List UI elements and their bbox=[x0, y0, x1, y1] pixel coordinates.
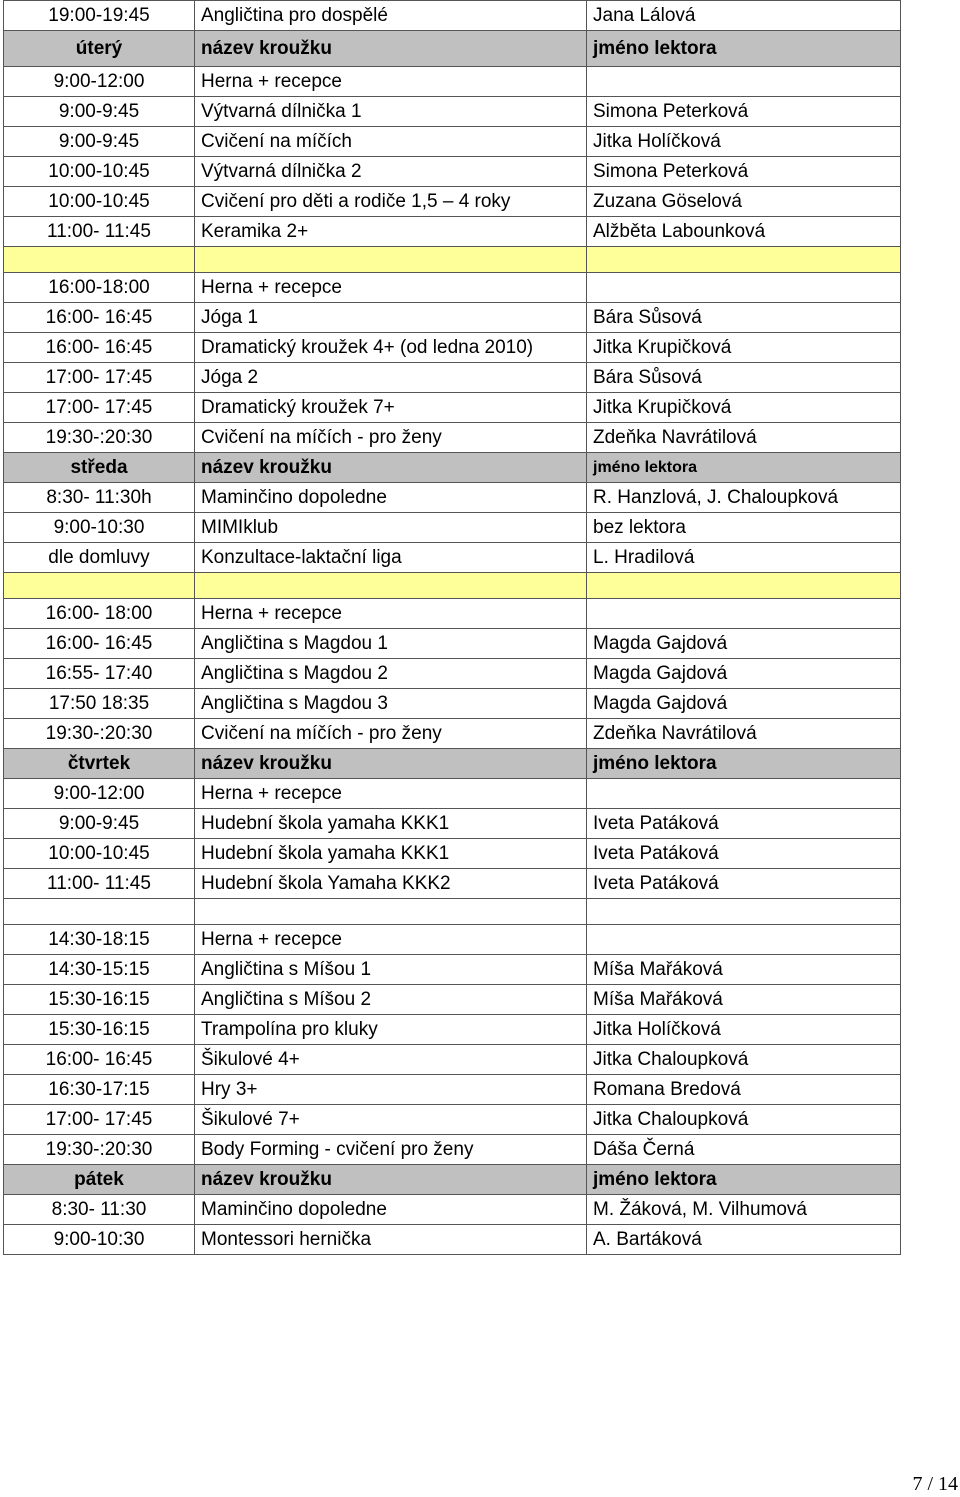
lecturer-cell: Bára Sůsová bbox=[587, 363, 901, 393]
lecturer-cell: Dáša Černá bbox=[587, 1135, 901, 1165]
lecturer-label: jméno lektora bbox=[593, 459, 698, 476]
course-cell: název kroužku bbox=[195, 1165, 587, 1195]
time-cell: 9:00-9:45 bbox=[4, 809, 195, 839]
course-cell: Hudební škola yamaha KKK1 bbox=[195, 809, 587, 839]
time-cell: 19:30-:20:30 bbox=[4, 719, 195, 749]
lecturer-cell bbox=[587, 899, 901, 925]
time-cell: 19:00-19:45 bbox=[4, 1, 195, 31]
course-cell: Herna + recepce bbox=[195, 599, 587, 629]
lecturer-cell: Jitka Holíčková bbox=[587, 1015, 901, 1045]
time-cell bbox=[4, 247, 195, 273]
time-cell: 16:00- 16:45 bbox=[4, 333, 195, 363]
table-row bbox=[4, 483, 901, 513]
time-cell: středa bbox=[4, 453, 195, 483]
schedule-body bbox=[4, 1, 901, 1255]
time-cell: 8:30- 11:30 bbox=[4, 1195, 195, 1225]
course-cell: Šikulové 7+ bbox=[195, 1105, 587, 1135]
lecturer-cell: Magda Gajdová bbox=[587, 659, 901, 689]
course-cell: název kroužku bbox=[195, 453, 587, 483]
course-cell: Angličtina pro dospělé bbox=[195, 1, 587, 31]
lecturer-cell: M. Žáková, M. Vilhumová bbox=[587, 1195, 901, 1225]
course-cell: Herna + recepce bbox=[195, 779, 587, 809]
table-row bbox=[4, 303, 901, 333]
time-cell: 15:30-16:15 bbox=[4, 985, 195, 1015]
course-cell: Herna + recepce bbox=[195, 67, 587, 97]
time-cell: 9:00-9:45 bbox=[4, 127, 195, 157]
time-cell: 16:00- 16:45 bbox=[4, 1045, 195, 1075]
course-cell: Dramatický kroužek 7+ bbox=[195, 393, 587, 423]
table-row bbox=[4, 1225, 901, 1255]
table-row bbox=[4, 273, 901, 303]
lecturer-cell: Jitka Krupičková bbox=[587, 393, 901, 423]
time-cell: 17:00- 17:45 bbox=[4, 393, 195, 423]
lecturer-cell bbox=[587, 247, 901, 273]
time-cell: 17:50 18:35 bbox=[4, 689, 195, 719]
lecturer-cell bbox=[587, 273, 901, 303]
lecturer-cell: Magda Gajdová bbox=[587, 689, 901, 719]
lecturer-cell: Míša Mařáková bbox=[587, 955, 901, 985]
time-cell: 9:00-12:00 bbox=[4, 779, 195, 809]
course-cell: Cvičení na míčích - pro ženy bbox=[195, 423, 587, 453]
course-cell: Cvičení na míčích - pro ženy bbox=[195, 719, 587, 749]
time-cell: 9:00-9:45 bbox=[4, 97, 195, 127]
table-row bbox=[4, 217, 901, 247]
lecturer-cell: Jitka Chaloupková bbox=[587, 1045, 901, 1075]
time-cell: 9:00-12:00 bbox=[4, 67, 195, 97]
table-row bbox=[4, 779, 901, 809]
course-cell: Montessori hernička bbox=[195, 1225, 587, 1255]
course-cell: Jóga 2 bbox=[195, 363, 587, 393]
time-cell: 9:00-10:30 bbox=[4, 1225, 195, 1255]
course-cell: Angličtina s Magdou 1 bbox=[195, 629, 587, 659]
time-cell bbox=[4, 899, 195, 925]
table-row bbox=[4, 1075, 901, 1105]
time-cell: 14:30-18:15 bbox=[4, 925, 195, 955]
time-cell: 16:00- 16:45 bbox=[4, 303, 195, 333]
lecturer-cell: Romana Bredová bbox=[587, 1075, 901, 1105]
day-header-row bbox=[4, 453, 901, 483]
lecturer-cell: Simona Peterková bbox=[587, 97, 901, 127]
lecturer-cell: bez lektora bbox=[587, 513, 901, 543]
time-cell: 11:00- 11:45 bbox=[4, 869, 195, 899]
table-row bbox=[4, 1105, 901, 1135]
lecturer-cell: Iveta Patáková bbox=[587, 839, 901, 869]
page-number: 7 / 14 bbox=[912, 1473, 958, 1495]
course-cell bbox=[195, 899, 587, 925]
lecturer-cell: A. Bartáková bbox=[587, 1225, 901, 1255]
course-cell: Herna + recepce bbox=[195, 925, 587, 955]
time-cell: 10:00-10:45 bbox=[4, 187, 195, 217]
lecturer-cell: Bára Sůsová bbox=[587, 303, 901, 333]
separator-row bbox=[4, 573, 901, 599]
lecturer-cell: Jitka Chaloupková bbox=[587, 1105, 901, 1135]
course-cell bbox=[195, 247, 587, 273]
course-cell: Angličtina s Magdou 2 bbox=[195, 659, 587, 689]
day-header-row bbox=[4, 31, 901, 67]
time-cell: 8:30- 11:30h bbox=[4, 483, 195, 513]
table-row bbox=[4, 1195, 901, 1225]
day-header-row bbox=[4, 1165, 901, 1195]
table-row bbox=[4, 955, 901, 985]
course-cell: Angličtina s Míšou 2 bbox=[195, 985, 587, 1015]
course-cell: název kroužku bbox=[195, 749, 587, 779]
table-row bbox=[4, 925, 901, 955]
lecturer-cell: R. Hanzlová, J. Chaloupková bbox=[587, 483, 901, 513]
course-cell: Konzultace-laktační liga bbox=[195, 543, 587, 573]
lecturer-cell bbox=[587, 925, 901, 955]
course-cell: Cvičení na míčích bbox=[195, 127, 587, 157]
time-cell: 19:30-:20:30 bbox=[4, 1135, 195, 1165]
lecturer-cell: Magda Gajdová bbox=[587, 629, 901, 659]
table-row bbox=[4, 689, 901, 719]
lecturer-cell bbox=[587, 599, 901, 629]
course-cell: Cvičení pro děti a rodiče 1,5 – 4 roky bbox=[195, 187, 587, 217]
table-row bbox=[4, 127, 901, 157]
lecturer-cell: Jitka Holíčková bbox=[587, 127, 901, 157]
lecturer-cell: L. Hradilová bbox=[587, 543, 901, 573]
day-header-row bbox=[4, 749, 901, 779]
course-cell: Keramika 2+ bbox=[195, 217, 587, 247]
lecturer-cell: Zdeňka Navrátilová bbox=[587, 719, 901, 749]
time-cell: čtvrtek bbox=[4, 749, 195, 779]
table-row bbox=[4, 809, 901, 839]
time-cell: 16:00- 16:45 bbox=[4, 629, 195, 659]
schedule-table bbox=[3, 0, 901, 1255]
time-cell: 10:00-10:45 bbox=[4, 839, 195, 869]
course-cell: Angličtina s Magdou 3 bbox=[195, 689, 587, 719]
table-row bbox=[4, 513, 901, 543]
course-cell: Maminčino dopoledne bbox=[195, 483, 587, 513]
lecturer-cell: Jitka Krupičková bbox=[587, 333, 901, 363]
course-cell: Výtvarná dílnička 2 bbox=[195, 157, 587, 187]
separator-row bbox=[4, 899, 901, 925]
time-cell: 16:55- 17:40 bbox=[4, 659, 195, 689]
time-cell: 17:00- 17:45 bbox=[4, 363, 195, 393]
time-cell: úterý bbox=[4, 31, 195, 67]
lecturer-cell: Iveta Patáková bbox=[587, 869, 901, 899]
table-row bbox=[4, 1135, 901, 1165]
time-cell: 16:30-17:15 bbox=[4, 1075, 195, 1105]
time-cell: 17:00- 17:45 bbox=[4, 1105, 195, 1135]
course-cell: Maminčino dopoledne bbox=[195, 1195, 587, 1225]
table-row bbox=[4, 629, 901, 659]
time-cell: 15:30-16:15 bbox=[4, 1015, 195, 1045]
lecturer-cell: Alžběta Labounková bbox=[587, 217, 901, 247]
course-cell: Jóga 1 bbox=[195, 303, 587, 333]
lecturer-cell: jméno lektora bbox=[587, 1165, 901, 1195]
lecturer-cell: Jana Lálová bbox=[587, 1, 901, 31]
table-row bbox=[4, 157, 901, 187]
time-cell: 10:00-10:45 bbox=[4, 157, 195, 187]
lecturer-cell bbox=[587, 573, 901, 599]
lecturer-cell: Zuzana Göselová bbox=[587, 187, 901, 217]
table-row bbox=[4, 333, 901, 363]
course-cell: Dramatický kroužek 4+ (od ledna 2010) bbox=[195, 333, 587, 363]
lecturer-cell: Iveta Patáková bbox=[587, 809, 901, 839]
table-row bbox=[4, 393, 901, 423]
lecturer-cell bbox=[587, 779, 901, 809]
lecturer-cell bbox=[587, 67, 901, 97]
lecturer-cell: jméno lektora bbox=[587, 31, 901, 67]
course-cell: Hudební škola yamaha KKK1 bbox=[195, 839, 587, 869]
time-cell: pátek bbox=[4, 1165, 195, 1195]
time-cell: 11:00- 11:45 bbox=[4, 217, 195, 247]
table-row bbox=[4, 659, 901, 689]
time-cell bbox=[4, 573, 195, 599]
lecturer-cell bbox=[587, 453, 901, 483]
course-cell: název kroužku bbox=[195, 31, 587, 67]
table-row bbox=[4, 187, 901, 217]
course-cell: MIMIklub bbox=[195, 513, 587, 543]
table-row bbox=[4, 599, 901, 629]
time-cell: 19:30-:20:30 bbox=[4, 423, 195, 453]
table-row bbox=[4, 543, 901, 573]
table-row bbox=[4, 97, 901, 127]
table-row bbox=[4, 1045, 901, 1075]
time-cell: 16:00- 18:00 bbox=[4, 599, 195, 629]
table-row bbox=[4, 1015, 901, 1045]
lecturer-cell: Míša Mařáková bbox=[587, 985, 901, 1015]
time-cell: 9:00-10:30 bbox=[4, 513, 195, 543]
table-row bbox=[4, 839, 901, 869]
lecturer-cell: Zdeňka Navrátilová bbox=[587, 423, 901, 453]
time-cell: 16:00-18:00 bbox=[4, 273, 195, 303]
course-cell bbox=[195, 573, 587, 599]
time-cell: 14:30-15:15 bbox=[4, 955, 195, 985]
table-row bbox=[4, 869, 901, 899]
course-cell: Body Forming - cvičení pro ženy bbox=[195, 1135, 587, 1165]
table-row bbox=[4, 719, 901, 749]
separator-row bbox=[4, 247, 901, 273]
table-row bbox=[4, 423, 901, 453]
course-cell: Výtvarná dílnička 1 bbox=[195, 97, 587, 127]
course-cell: Herna + recepce bbox=[195, 273, 587, 303]
course-cell: Hudební škola Yamaha KKK2 bbox=[195, 869, 587, 899]
table-row bbox=[4, 67, 901, 97]
table-row bbox=[4, 363, 901, 393]
lecturer-cell: jméno lektora bbox=[587, 749, 901, 779]
course-cell: Hry 3+ bbox=[195, 1075, 587, 1105]
table-row bbox=[4, 985, 901, 1015]
lecturer-cell: Simona Peterková bbox=[587, 157, 901, 187]
table-row bbox=[4, 1, 901, 31]
course-cell: Šikulové 4+ bbox=[195, 1045, 587, 1075]
time-cell: dle domluvy bbox=[4, 543, 195, 573]
course-cell: Angličtina s Míšou 1 bbox=[195, 955, 587, 985]
course-cell: Trampolína pro kluky bbox=[195, 1015, 587, 1045]
